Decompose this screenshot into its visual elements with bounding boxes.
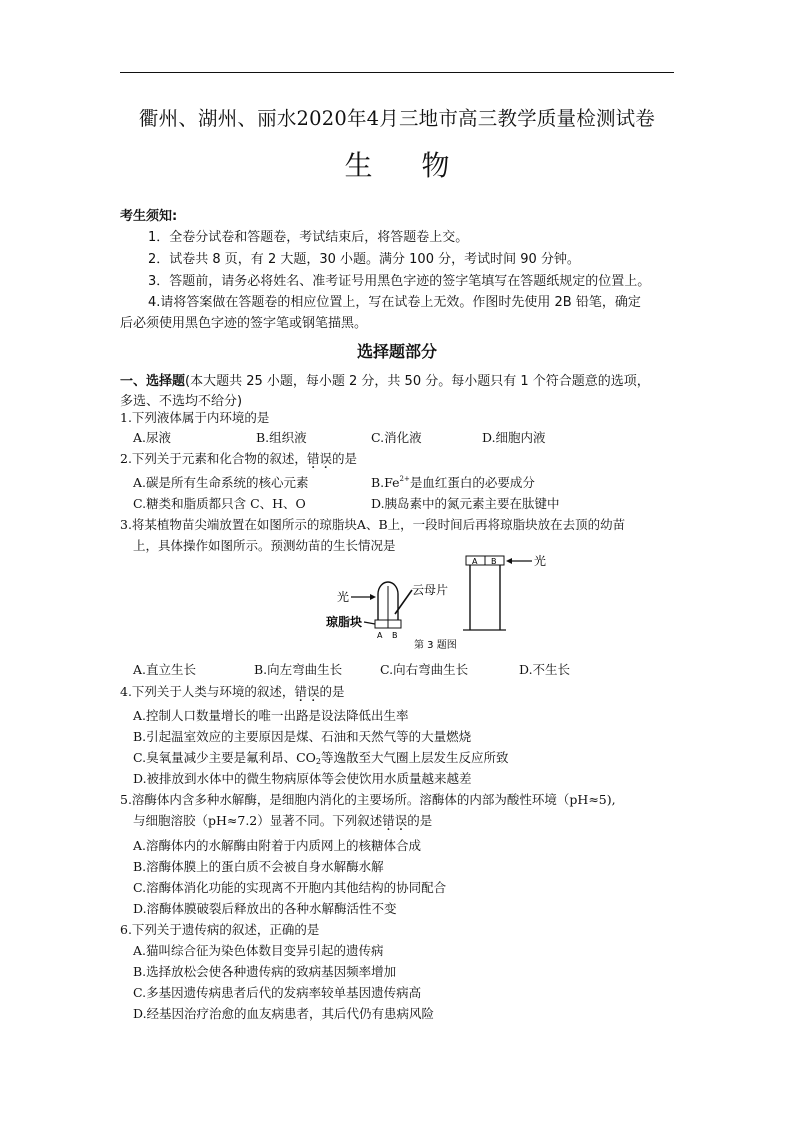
q3-option-a: A.直立生长 — [133, 662, 197, 677]
fig-agar-label: 琼脂块 — [326, 615, 363, 629]
q2-option-a: A.碳是所有生命系统的核心元素 — [133, 475, 309, 490]
q3-left-diagram — [326, 582, 457, 651]
q4-stem — [120, 682, 344, 700]
notice-item-1: 1．全卷分试卷和答题卷，考试结束后，将答题卷上交。 — [148, 230, 469, 245]
q5-option-d: D.溶酶体膜破裂后释放出的各种水解酶活性不变 — [133, 901, 397, 916]
q1-option-a: A.尿液 — [133, 430, 172, 445]
notice-item-4-line2: 后必须使用黑色字迹的签字笔或钢笔描黑。 — [120, 316, 368, 331]
q4-option-c-sub: 2 — [315, 757, 321, 766]
q5-emph-1: 错 — [382, 813, 395, 828]
q3-stem-line1: 3.将某植物苗尖端放置在如图所示的琼脂块A、B上，一段时间后再将琼脂块放在去顶的幼苗 — [120, 517, 626, 532]
q2-option-b-pre: B.Fe — [371, 475, 400, 490]
q2-option-b — [371, 473, 535, 491]
fig-light-right-label: 光 — [534, 554, 547, 568]
q4-option-d: D.被排放到水体中的微生物病原体等会使饮用水质量越来越差 — [133, 771, 472, 786]
section-title: 选择题部分 — [356, 342, 437, 361]
notice-item-2: 2．试卷共 8 页，有 2 大题，30 小题。满分 100 分，考试时间 90 分钟。 — [148, 252, 580, 267]
light-arrow-left-head — [370, 594, 376, 600]
top-rule — [120, 72, 674, 73]
q5-emph-2: 误 — [394, 813, 408, 828]
q4-emph-1: 错 — [294, 684, 307, 699]
q5-option-c: C.溶酶体消化功能的实现离不开胞内其他结构的协同配合 — [133, 880, 447, 895]
q4-stem-pre: 4.下列关于人类与环境的叙述， — [120, 684, 295, 699]
q4-option-a: A.控制人口数量增长的唯一出路是设法降低出生率 — [133, 708, 409, 723]
fig-mica-label: 云母片 — [412, 583, 449, 597]
q4-emph-2: 误 — [306, 684, 320, 699]
q4-option-c — [133, 748, 509, 766]
q6-option-d: D.经基因治疗治愈的血友病患者，其后代仍有患病风险 — [133, 1006, 435, 1021]
q6-option-a: A.猫叫综合征为染色体数目变异引起的遗传病 — [133, 943, 384, 958]
q6-stem: 6.下列关于遗传病的叙述，正确的是 — [120, 922, 320, 937]
fig-label-b: B — [392, 631, 398, 640]
subject-title: 生 物 — [344, 149, 470, 182]
q3-stem-line2: 上，具体操作如图所示。预测幼苗的生长情况是 — [133, 538, 396, 553]
part1-desc-line1: (本大题共 25 小题，每小题 2 分，共 50 分。每小题只有 1 个符合题意的选项， — [185, 374, 650, 389]
q4-option-c-pre: C.臭氧量减少主要是氟利昂、CO — [133, 750, 316, 765]
fig-label-a: A — [377, 631, 383, 640]
part1-label: 一、选择题 — [120, 374, 186, 389]
q1-stem: 1.下列液体属于内环境的是 — [120, 410, 270, 425]
q3-option-c: C.向右弯曲生长 — [380, 662, 469, 677]
q6-option-b: B.选择放松会使各种遗传病的致病基因频率增加 — [133, 964, 397, 979]
fig-light-left-label: 光 — [337, 590, 350, 604]
q2-emph-1: 错 — [306, 451, 320, 466]
fig-caption: 第 3 题图 — [414, 640, 457, 651]
q4-option-c-post: 等逸散至大气圈上层发生反应所致 — [321, 750, 509, 765]
fig-top-label-b: B — [491, 557, 497, 566]
part1-desc-line2: 多选、不选均不给分) — [120, 394, 243, 409]
q1-option-d: D.细胞内液 — [482, 430, 546, 445]
q2-stem-pre: 2.下列关于元素和化合物的叙述， — [120, 451, 307, 466]
q3-figure — [320, 550, 560, 660]
q5-stem-pre: 与细胞溶胶（pH≈7.2）显著不同。下列叙述 — [133, 813, 383, 828]
q2-option-c: C.糖类和脂质都只含 C、H、O — [133, 496, 306, 511]
notice-item-4-line1: 4.请将答案做在答题卷的相应位置上，写在试卷上无效。作图时先使用 2B 铅笔，确定 — [148, 295, 641, 310]
q3-right-diagram — [463, 553, 546, 630]
q3-option-b: B.向左弯曲生长 — [254, 662, 343, 677]
agar-pointer-line — [364, 622, 375, 624]
q5-stem-line1: 5.溶酶体内含多种水解酶，是细胞内消化的主要场所。溶酶体的内部为酸性环境（pH≈5), — [120, 792, 616, 807]
light-arrow-right-head — [506, 558, 512, 564]
q4-stem-post: 的是 — [319, 684, 345, 699]
q1-option-c: C.消化液 — [371, 430, 422, 445]
q2-stem-post: 的是 — [331, 451, 357, 466]
q5-option-a: A.溶酶体内的水解酶由附着于内质网上的核糖体合成 — [133, 838, 422, 853]
q2-option-b-sup: 2+ — [399, 475, 410, 483]
q5-stem-post: 的是 — [407, 813, 433, 828]
q4-option-b: B.引起温室效应的主要原因是煤、石油和天然气等的大量燃烧 — [133, 729, 472, 744]
q1-option-b: B.组织液 — [256, 430, 307, 445]
q2-option-d: D.胰岛素中的氮元素主要在肽键中 — [371, 496, 560, 511]
q5-stem-line2 — [133, 811, 432, 829]
q6-option-c: C.多基因遗传病患者后代的发病率较单基因遗传病高 — [133, 985, 422, 1000]
part1-intro — [120, 370, 650, 389]
exam-title: 衢州、湖州、丽水2020年4月三地市高三教学质量检测试卷 — [138, 107, 656, 130]
notice-item-3: 3．答题前，请务必将姓名、准考证号用黑色字迹的签字笔填写在答题纸规定的位置上。 — [148, 274, 651, 289]
q2-emph-2: 误 — [319, 451, 332, 466]
q3-option-d: D.不生长 — [519, 662, 571, 677]
q2-stem — [120, 449, 357, 467]
notice-heading: 考生须知: — [120, 209, 178, 224]
q2-option-b-post: 是血红蛋白的必要成分 — [409, 475, 535, 490]
q5-option-b: B.溶酶体膜上的蛋白质不会被自身水解酶水解 — [133, 859, 384, 874]
fig-top-label-a: A — [472, 557, 478, 566]
